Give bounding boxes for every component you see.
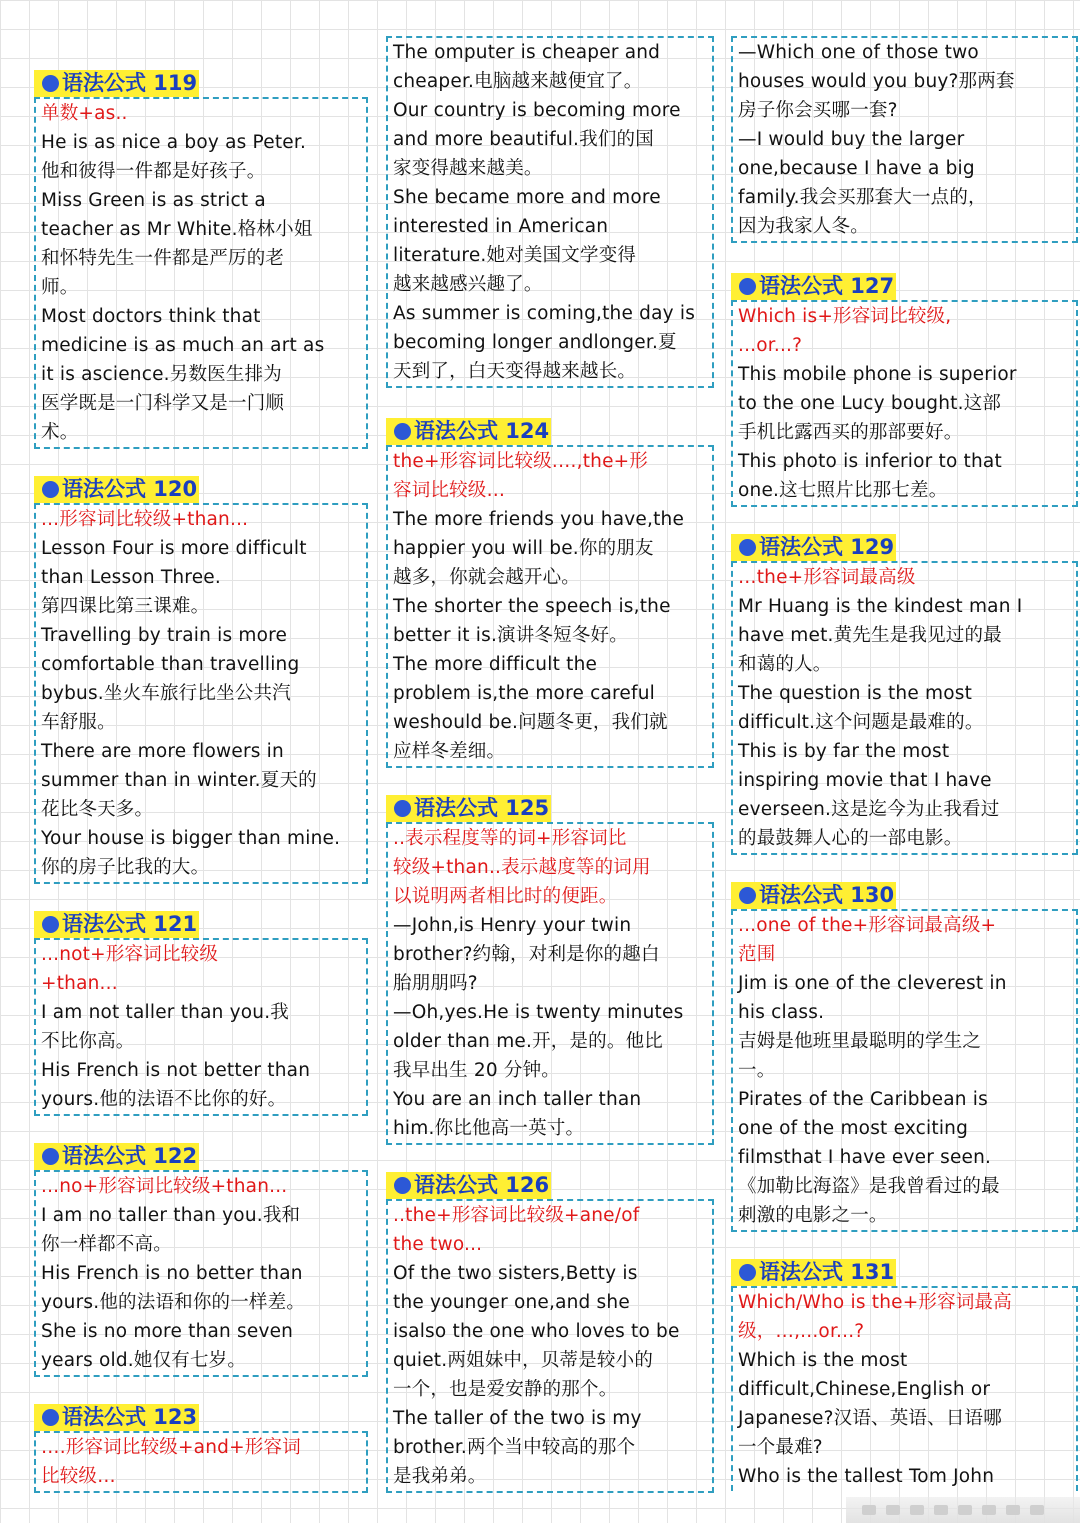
- formula: 容词比较级…: [393, 480, 506, 501]
- text-line: Pirates of the Caribbean is: [738, 1089, 988, 1110]
- formula: 以说明两者相比时的便距。: [393, 886, 618, 907]
- section-title: 语法公式 126: [386, 1172, 551, 1199]
- formula: ..表示程度等的词+形容词比: [393, 828, 627, 849]
- text-line: This photo is inferior to that: [738, 451, 1002, 472]
- text-line: The more difficult the: [393, 654, 598, 675]
- section-box: [34, 1431, 368, 1493]
- text-line: quiet.两姐妹中，贝蒂是较小的: [393, 1350, 654, 1371]
- text-line: houses would you buy?那两套: [738, 71, 1015, 92]
- text-line: better it is.演讲冬短冬好。: [393, 625, 628, 646]
- text-line: The more friends you have,the: [393, 509, 685, 530]
- text-line: 天到了，白天变得越来越长。: [393, 361, 637, 382]
- text-line: bybus.坐火车旅行比坐公共汽: [41, 683, 291, 704]
- section-124: [386, 418, 714, 768]
- text-line: filmsthat I have ever seen.: [738, 1147, 992, 1168]
- text-line: Which is the most: [738, 1350, 908, 1371]
- bullet-icon: [42, 75, 59, 92]
- section-title: 语法公式 129: [731, 534, 896, 561]
- text-line: 的最鼓舞人心的一部电影。: [738, 828, 963, 849]
- text-line: medicine is as much an art as: [41, 335, 325, 356]
- section-box: [731, 1286, 1078, 1491]
- text-line: years old.她仅有七岁。: [41, 1350, 247, 1371]
- text-line: 应样冬差细。: [393, 741, 506, 762]
- text-line: 一个，也是爱安静的那个。: [393, 1379, 618, 1400]
- text-line: Who is the tallest Tom John: [738, 1466, 995, 1487]
- section-box: [34, 97, 368, 449]
- watermark-segment: [1006, 1505, 1020, 1515]
- section-box: [386, 822, 714, 1145]
- text-line: 越多，你就会越开心。: [393, 567, 581, 588]
- text-line: Your house is bigger than mine.: [41, 828, 341, 849]
- text-line: Jim is one of the cleverest in: [738, 973, 1007, 994]
- text-line: 术。: [41, 422, 79, 443]
- watermark-segment: [1030, 1505, 1044, 1515]
- text-line: Travelling by train is more: [41, 625, 288, 646]
- text-line: summer than in winter.夏天的: [41, 770, 317, 791]
- text-line: I am no taller than you.我和: [41, 1205, 301, 1226]
- text-line: and more beautiful.我们的国: [393, 129, 654, 150]
- text-line: 房子你会买哪一套?: [738, 100, 898, 121]
- section-box: [731, 36, 1078, 243]
- text-line: one,because I have a big: [738, 158, 975, 179]
- section-131: [731, 1259, 1078, 1491]
- text-line: She is no more than seven: [41, 1321, 294, 1342]
- section-130: [731, 882, 1078, 1232]
- formula: 级，…,...or...?: [738, 1321, 865, 1342]
- formula: +than...: [41, 973, 118, 994]
- bullet-icon: [739, 1264, 756, 1281]
- text-line: have met.黄先生是我见过的最: [738, 625, 1002, 646]
- section-125: [386, 795, 714, 1145]
- text-line: I am not taller than you.我: [41, 1002, 289, 1023]
- watermark-bar: [846, 1497, 1080, 1523]
- section-129: [731, 534, 1078, 855]
- text-line: Of the two sisters,Betty is: [393, 1263, 638, 1284]
- text-line: The shorter the speech is,the: [393, 596, 671, 617]
- section-box: [386, 36, 714, 388]
- text-line: older than me.开，是的。他比: [393, 1031, 663, 1052]
- text-line: comfortable than travelling: [41, 654, 300, 675]
- formula: Which is+形容词比较级,: [738, 306, 952, 327]
- text-line: Our country is becoming more: [393, 100, 681, 121]
- watermark-segment: [958, 1505, 972, 1515]
- text-line: weshould be.问题冬更，我们就: [393, 712, 668, 733]
- text-line: cheaper.电脑越来越便宜了。: [393, 71, 643, 92]
- section-126: [386, 1172, 714, 1493]
- text-line: 和怀特先生一件都是严厉的老: [41, 248, 285, 269]
- text-line: 胎朋朋吗?: [393, 973, 478, 994]
- formula: ...not+形容词比较级: [41, 944, 219, 965]
- section-title: 语法公式 123: [34, 1404, 199, 1431]
- section-123: [34, 1404, 368, 1493]
- text-line: Most doctors think that: [41, 306, 261, 327]
- bullet-icon: [42, 481, 59, 498]
- text-line: becoming longer andlonger.夏: [393, 332, 677, 353]
- watermark-segment: [862, 1505, 876, 1515]
- section-title: 语法公式 127: [731, 273, 896, 300]
- text-line: interested in American: [393, 216, 609, 237]
- text-line: happier you will be.你的朋友: [393, 538, 654, 559]
- text-line: teacher as Mr White.格林小姐: [41, 219, 313, 240]
- text-line: brother?约翰，对利是你的趣白: [393, 944, 660, 965]
- text-line: problem is,the more careful: [393, 683, 655, 704]
- watermark-segment: [982, 1505, 996, 1515]
- formula: ...no+形容词比较级+than...: [41, 1176, 288, 1197]
- formula: the+形容词比较级.…,the+形: [393, 451, 649, 472]
- text-line: 手机比露西买的那部要好。: [738, 422, 963, 443]
- section-122: [34, 1143, 368, 1377]
- text-line: —I would buy the larger: [738, 129, 965, 150]
- text-line: yours.他的法语和你的一样差。: [41, 1292, 306, 1313]
- text-line: Japanese?汉语、英语、日语哪: [738, 1408, 1002, 1429]
- text-line: isalso the one who loves to be: [393, 1321, 680, 1342]
- formula: ...形容词比较级+than...: [41, 509, 249, 530]
- text-line: 家变得越来越美。: [393, 158, 543, 179]
- text-line: 第四课比第三课难。: [41, 596, 210, 617]
- text-line: 是我弟弟。: [393, 1466, 487, 1487]
- text-line: Miss Green is as strict a: [41, 190, 266, 211]
- section-box: [386, 445, 714, 768]
- section-126-continued: [731, 36, 1078, 243]
- text-line: She became more and more: [393, 187, 661, 208]
- section-title: 语法公式 119: [34, 70, 199, 97]
- bullet-icon: [42, 1409, 59, 1426]
- section-123-continued: [386, 36, 714, 388]
- text-line: 一。: [738, 1060, 776, 1081]
- section-title: 语法公式 131: [731, 1259, 896, 1286]
- text-line: brother.两个当中较高的那个: [393, 1437, 636, 1458]
- formula: …the+形容词最高级: [738, 567, 916, 588]
- text-line: literature.她对美国文学变得: [393, 245, 637, 266]
- section-title: 语法公式 120: [34, 476, 199, 503]
- text-line: This is by far the most: [738, 741, 950, 762]
- bullet-icon: [739, 278, 756, 295]
- text-line: The question is the most: [738, 683, 973, 704]
- section-box: [34, 938, 368, 1116]
- text-line: —John,is Henry your twin: [393, 915, 632, 936]
- text-line: 吉姆是他班里最聪明的学生之: [738, 1031, 982, 1052]
- text-line: 因为我家人冬。: [738, 216, 869, 237]
- text-line: 不比你高。: [41, 1031, 135, 1052]
- formula: 较级+than..表示越度等的词用: [393, 857, 651, 878]
- text-line: Lesson Four is more difficult: [41, 538, 307, 559]
- bullet-icon: [394, 423, 411, 440]
- watermark-segment: [934, 1505, 948, 1515]
- section-title: 语法公式 122: [34, 1143, 199, 1170]
- bullet-icon: [394, 1177, 411, 1194]
- text-line: 我早出生 20 分钟。: [393, 1060, 561, 1081]
- text-line: 《加勒比海盗》是我曾看过的最: [738, 1176, 1000, 1197]
- section-title: 语法公式 130: [731, 882, 896, 909]
- bullet-icon: [42, 1148, 59, 1165]
- text-line: 和蔼的人。: [738, 654, 832, 675]
- text-line: him.你比他高一英寸。: [393, 1118, 585, 1139]
- section-121: [34, 911, 368, 1116]
- text-line: His French is not better than: [41, 1060, 311, 1081]
- text-line: The taller of the two is my: [393, 1408, 642, 1429]
- bullet-icon: [739, 539, 756, 556]
- text-line: 你一样都不高。: [41, 1234, 172, 1255]
- section-box: [386, 1199, 714, 1493]
- text-line: The omputer is cheaper and: [393, 42, 661, 63]
- section-box: [731, 561, 1078, 855]
- section-box: [731, 909, 1078, 1232]
- text-line: the younger one,and she: [393, 1292, 630, 1313]
- text-line: 车舒服。: [41, 712, 116, 733]
- section-box: [34, 503, 368, 884]
- section-box: [731, 300, 1078, 507]
- text-line: family.我会买那套大一点的，: [738, 187, 987, 208]
- text-line: 花比冬天多。: [41, 799, 154, 820]
- formula: ..the+形容词比较级+ane/of: [393, 1205, 640, 1226]
- text-line: —Oh,yes.He is twenty minutes: [393, 1002, 684, 1023]
- text-line: Mr Huang is the kindest man I: [738, 596, 1023, 617]
- watermark-segment: [910, 1505, 924, 1515]
- text-line: 刺激的电影之一。: [738, 1205, 888, 1226]
- text-line: everseen.这是迄今为止我看过: [738, 799, 1000, 820]
- section-title: 语法公式 124: [386, 418, 551, 445]
- text-line: 医学既是一门科学又是一门顺: [41, 393, 285, 414]
- formula: ...or...?: [738, 335, 803, 356]
- text-line: one.这七照片比那七差。: [738, 480, 948, 501]
- text-line: inspiring movie that I have: [738, 770, 992, 791]
- watermark-segment: [886, 1505, 900, 1515]
- section-title: 语法公式 125: [386, 795, 551, 822]
- text-line: yours.他的法语不比你的好。: [41, 1089, 287, 1110]
- text-line: difficult,Chinese,English or: [738, 1379, 991, 1400]
- text-line: 越来越感兴趣了。: [393, 274, 543, 295]
- text-line: This mobile phone is superior: [738, 364, 1017, 385]
- text-line: There are more flowers in: [41, 741, 284, 762]
- text-line: —Which one of those two: [738, 42, 979, 63]
- formula: the two...: [393, 1234, 483, 1255]
- section-127: [731, 273, 1078, 507]
- formula: 比较级…: [41, 1466, 116, 1487]
- text-line: difficult.这个问题是最难的。: [738, 712, 984, 733]
- formula: 范围: [738, 944, 776, 965]
- text-line: He is as nice a boy as Peter.: [41, 132, 307, 153]
- text-line: his class.: [738, 1002, 825, 1023]
- text-line: 一个最难?: [738, 1437, 823, 1458]
- text-line: 师。: [41, 277, 79, 298]
- bullet-icon: [739, 887, 756, 904]
- bullet-icon: [394, 800, 411, 817]
- text-line: 你的房子比我的大。: [41, 857, 210, 878]
- text-line: to the one Lucy bought.这部: [738, 393, 1002, 414]
- text-line: it is ascience.另数医生排为: [41, 364, 282, 385]
- section-119: [34, 70, 368, 449]
- section-box: [34, 1170, 368, 1377]
- text-line: 他和彼得一件都是好孩子。: [41, 161, 266, 182]
- section-120: [34, 476, 368, 884]
- text-line: than Lesson Three.: [41, 567, 221, 588]
- text-line: You are an inch taller than: [393, 1089, 642, 1110]
- text-line: His French is no better than: [41, 1263, 303, 1284]
- formula: Which/Who is the+形容词最高: [738, 1292, 1012, 1313]
- formula: ….形容词比较级+and+形容词: [41, 1437, 301, 1458]
- formula: 单数+as..: [41, 103, 128, 124]
- section-title: 语法公式 121: [34, 911, 199, 938]
- bullet-icon: [42, 916, 59, 933]
- formula: ...one of the+形容词最高级+: [738, 915, 997, 936]
- text-line: one of the most exciting: [738, 1118, 969, 1139]
- text-line: As summer is coming,the day is: [393, 303, 696, 324]
